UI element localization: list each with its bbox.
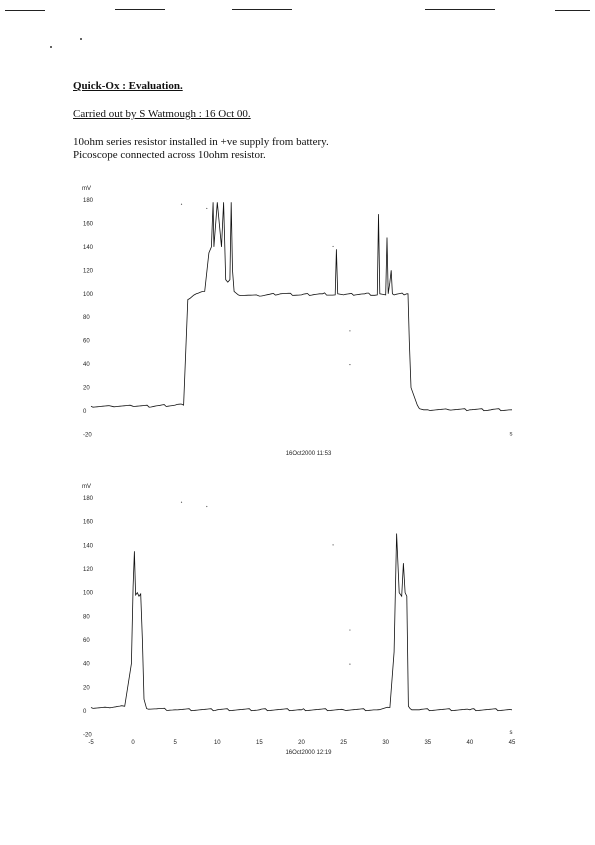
y-tick-label: 40 [83,362,90,369]
y-tick-label: 140 [83,244,94,251]
y-tick-label: 160 [83,221,94,228]
y-tick-label: 120 [83,567,94,573]
y-tick-label: -20 [83,732,92,739]
y-tick-label: 180 [83,198,94,204]
oscilloscope-chart-1 [0,175,595,465]
page-title: Quick-Ox : Evaluation. [73,80,183,92]
scan-speck [332,544,333,545]
scan-artifact-line [115,9,165,10]
chart-timestamp: 16Oct2000 12:19 [285,750,332,756]
scan-speck [206,506,207,507]
y-tick-label: 0 [83,409,87,415]
y-tick-label: 80 [83,315,90,322]
x-tick-label: 25 [340,740,347,746]
x-tick-label: 5 [173,740,177,746]
y-tick-label: -20 [83,432,92,439]
y-tick-label: 100 [83,590,94,597]
y-tick-label: 140 [83,543,94,550]
x-tick-label: 30 [382,740,390,746]
scan-speck [332,246,333,247]
scan-artifact-line [5,10,45,11]
scan-artifact-line [232,9,292,10]
y-tick-label: 60 [83,338,90,345]
signal-trace [91,534,512,711]
scan-speck [349,629,350,630]
x-tick-label: 35 [424,740,432,746]
scan-speck [50,46,52,48]
description-line-2: Picoscope connected across 10ohm resistor. [73,149,266,161]
x-axis-unit-label: s [509,730,513,736]
x-axis-unit-label: s [509,431,513,438]
y-axis-unit-label: mV [82,186,91,192]
y-tick-label: 120 [83,268,94,275]
oscilloscope-chart-2 [0,478,595,768]
y-tick-label: 160 [83,519,94,526]
x-tick-label: 40 [466,740,474,746]
description-line-1: 10ohm series resistor installed in +ve supply from battery. [73,136,329,148]
x-tick-label: -5 [88,740,94,746]
x-tick-label: 45 [508,740,516,746]
y-tick-label: 20 [83,685,90,692]
y-tick-label: 180 [83,496,94,502]
scan-speck [349,364,350,365]
scan-speck [181,502,182,503]
y-tick-label: 40 [83,661,90,668]
y-axis-unit-label: mV [82,484,91,490]
x-tick-label: 0 [131,740,135,746]
x-tick-label: 20 [298,740,305,746]
y-tick-label: 20 [83,385,90,392]
scan-speck [80,38,82,40]
signal-trace [91,202,512,410]
chart-timestamp: 16Oct2000 11:53 [285,451,332,457]
scan-speck [206,208,207,209]
scan-artifact-line [425,9,495,10]
scan-speck [181,204,182,205]
y-tick-label: 0 [83,709,87,715]
scan-speck [349,664,350,665]
y-tick-label: 80 [83,614,90,621]
byline: Carried out by S Watmough : 16 Oct 00. [73,108,251,120]
x-tick-label: 10 [213,740,221,746]
scan-artifact-line [555,10,590,11]
y-tick-label: 100 [83,291,94,298]
x-tick-label: 15 [256,740,263,746]
scan-speck [349,330,350,331]
y-tick-label: 60 [83,638,90,644]
